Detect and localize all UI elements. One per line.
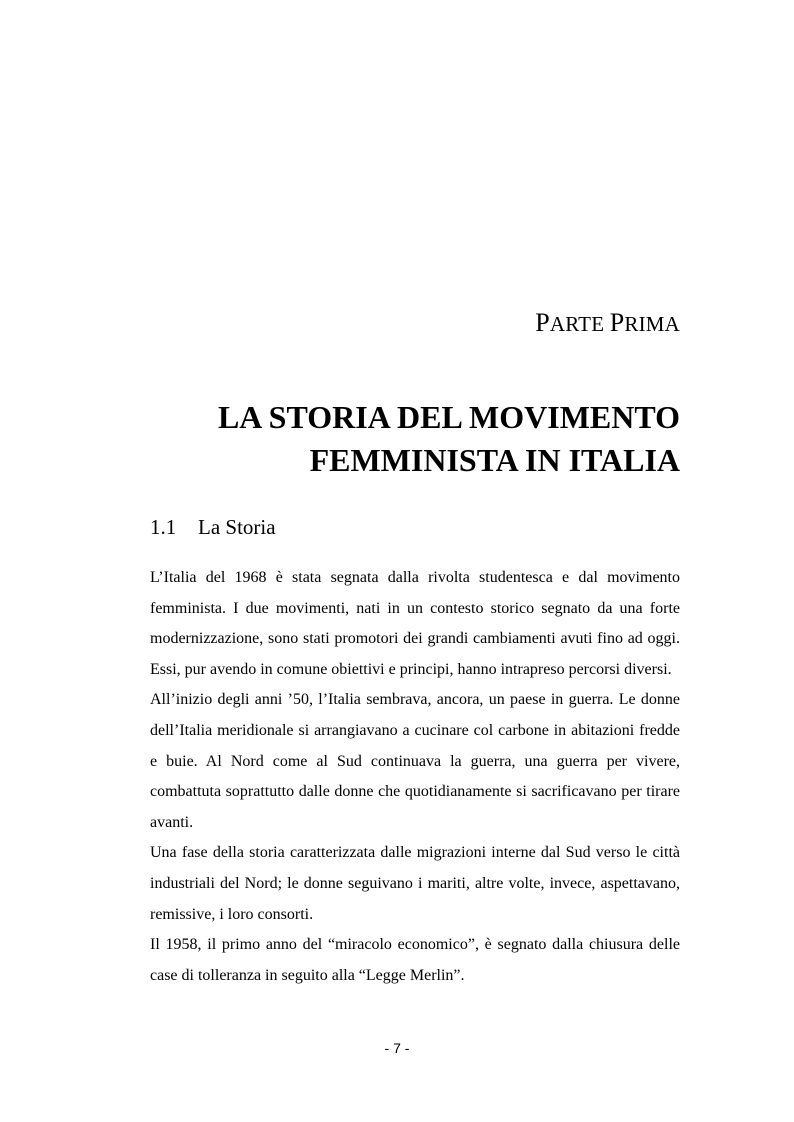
chapter-title [120, 396, 680, 482]
part-label-rest-2: RIMA [624, 312, 680, 336]
part-label-initial-1: P [535, 308, 550, 337]
part-label [535, 308, 680, 338]
part-label-initial-2: P [609, 308, 625, 337]
paragraph: Il 1958, il primo anno del “miracolo economico”, è segnato dalla chiusura delle case di tolleranza in seguito alla “Legge Merlin”. [150, 936, 680, 984]
chapter-title-line-1: LA STORIA DEL MOVIMENTO [217, 399, 680, 435]
part-label-rest-1: ARTE [549, 312, 610, 336]
paragraph: All’inizio degli anni ’50, l’Italia sembrava, ancora, un paese in guerra. Le donne dell’Italia meridionale si arrangiavano a cucinare col carbone in abitazioni fredde e buie. Al Nord come al Sud continuava la guerra, una guerra per vivere, combattuta soprattutto dalle donne che quotidianamente si sacrificavano per tirare avanti. [150, 691, 680, 831]
paragraph: L’Italia del 1968 è stata segnata dalla rivolta studentesca e dal movimento femminista. I due movimenti, nati in un contesto storico segnato da una forte modernizzazione, sono stati promotori dei grandi cambiamenti avuti fino ad oggi. Essi, pur avendo in comune obiettivi e principi, hanno intrapreso percorsi diversi. [150, 569, 680, 678]
page-number: - 7 - [384, 1040, 410, 1056]
paragraph: Una fase della storia caratterizzata dalle migrazioni interne dal Sud verso le città industriali del Nord; le donne seguivano i mariti, altre volte, invece, aspettavano, remissive, i loro consorti. [150, 844, 680, 923]
section-number: 1.1 [150, 515, 177, 539]
section-heading [150, 515, 276, 540]
section-title: La Storia [198, 515, 276, 539]
chapter-title-line-2: FEMMINISTA IN ITALIA [309, 442, 680, 478]
body-text [150, 563, 680, 991]
